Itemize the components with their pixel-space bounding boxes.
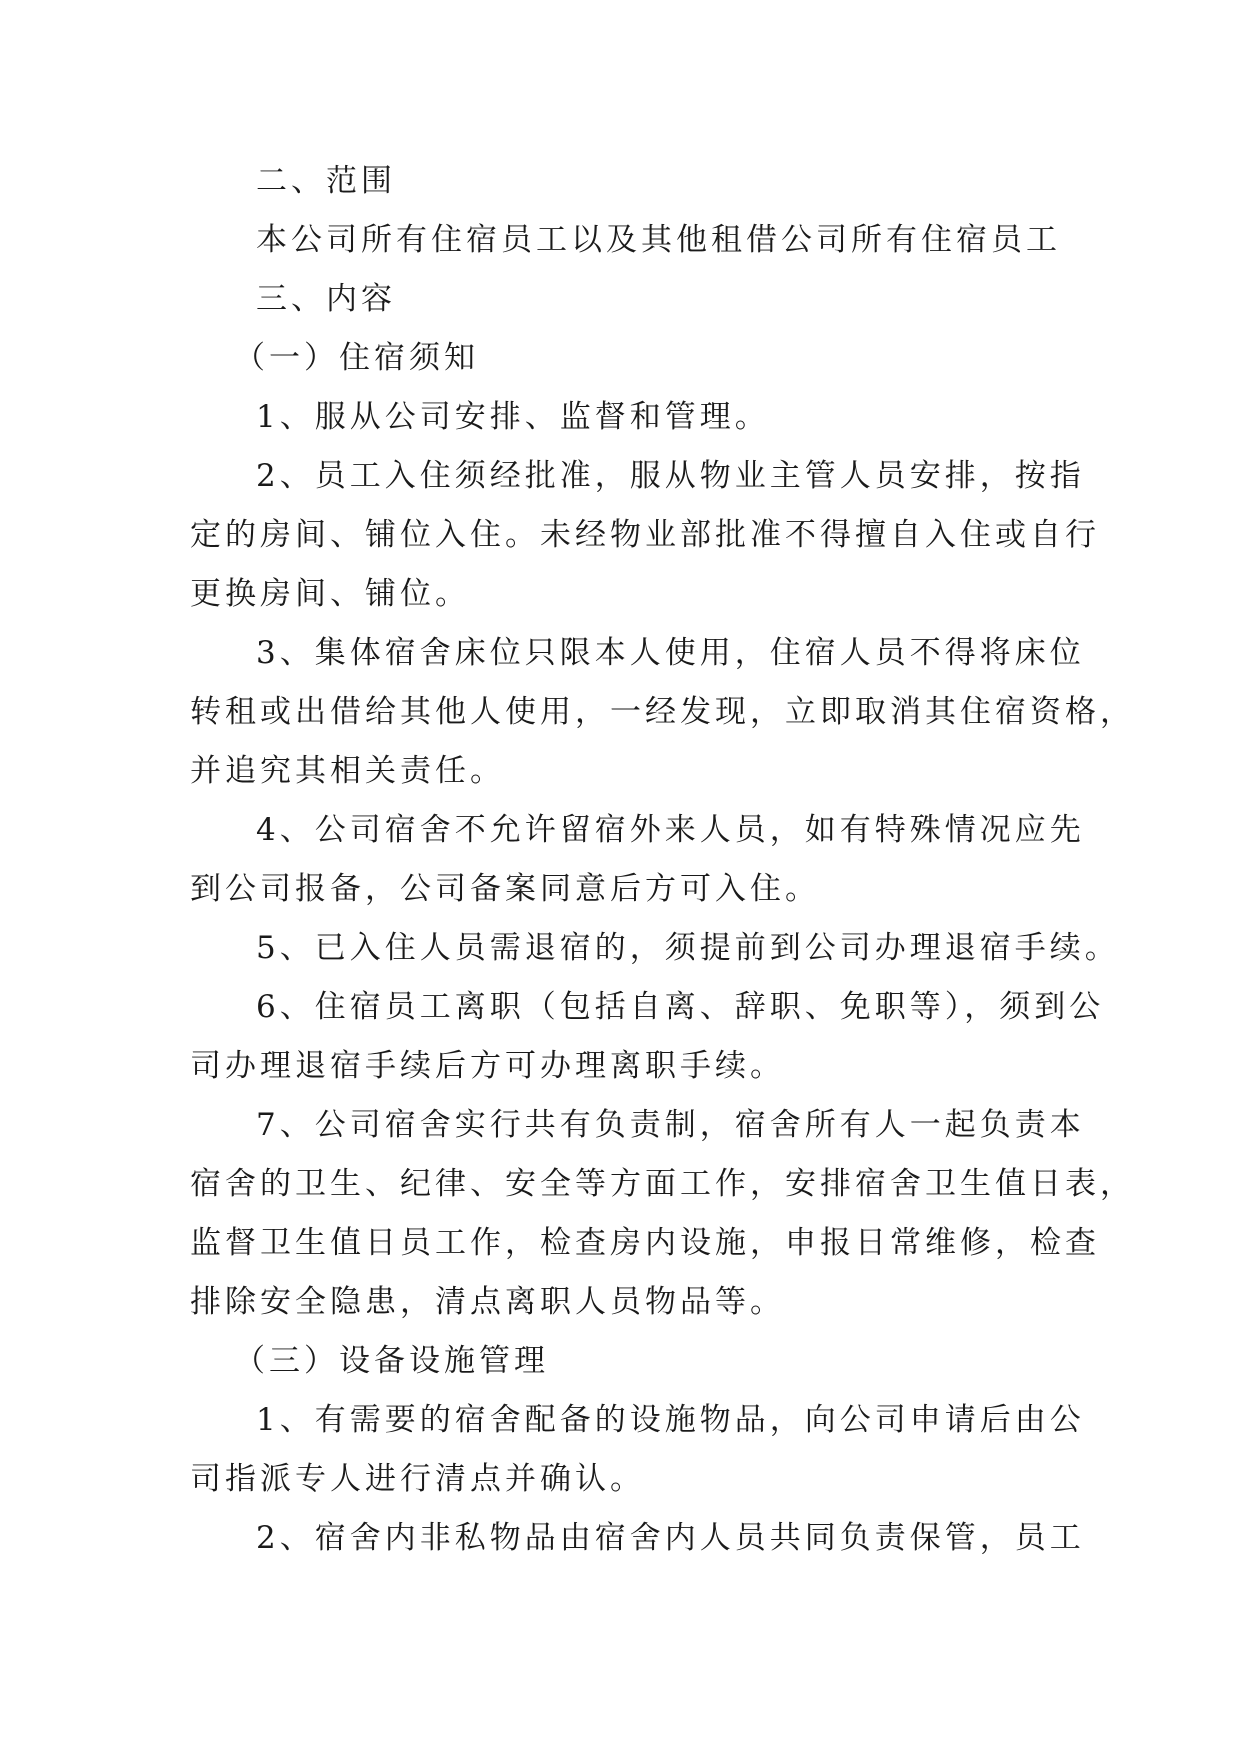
heading-content: 三、内容: [256, 281, 396, 317]
list-item: [190, 447, 1100, 624]
list-item: [190, 1391, 1085, 1509]
paragraph-line: 1、有需要的宿舍配备的设施物品，向公司申请后由公: [256, 1402, 1085, 1438]
paragraph-line: 1、服从公司安排、监督和管理。: [256, 399, 770, 435]
paragraph-line: 监督卫生值日员工作，检查房内设施，申报日常维修，检查: [190, 1225, 1100, 1261]
list-item: [190, 624, 1135, 801]
paragraph-line: 到公司报备，公司备案同意后方可入住。: [190, 871, 820, 907]
list-item: [190, 919, 1120, 978]
list-item: [190, 978, 1105, 1096]
list-item: [190, 1509, 1085, 1568]
paragraph-line: 更换房间、铺位。: [190, 576, 470, 612]
document-page: [190, 152, 1135, 1568]
paragraph-line: 2、宿舍内非私物品由宿舍内人员共同负责保管，员工: [256, 1520, 1085, 1556]
paragraph-line: 3、集体宿舍床位只限本人使用，住宿人员不得将床位: [256, 635, 1085, 671]
paragraph-line: 5、已入住人员需退宿的，须提前到公司办理退宿手续。: [256, 930, 1120, 966]
paragraph-line: 4、公司宿舍不允许留宿外来人员，如有特殊情况应先: [256, 812, 1085, 848]
paragraph-line: 司指派专人进行清点并确认。: [190, 1461, 645, 1497]
paragraph-line: 7、公司宿舍实行共有负责制，宿舍所有人一起负责本: [256, 1107, 1085, 1143]
list-item: [190, 1096, 1135, 1332]
paragraph-line: 6、住宿员工离职（包括自离、辞职、免职等），须到公: [256, 989, 1105, 1025]
list-item: [190, 801, 1085, 919]
heading-scope: 二、范围: [256, 163, 396, 199]
paragraph-line: 并追究其相关责任。: [190, 753, 505, 789]
paragraph-line: 2、员工入住须经批准，服从物业主管人员安排，按指: [256, 458, 1085, 494]
paragraph-line: 定的房间、铺位入住。未经物业部批准不得擅自入住或自行: [190, 517, 1100, 553]
section-title-accommodation: （一）住宿须知: [234, 340, 479, 376]
paragraph-line: 转租或出借给其他人使用，一经发现，立即取消其住宿资格，: [190, 694, 1135, 730]
list-item: [190, 388, 1050, 447]
paragraph-line: 司办理退宿手续后方可办理离职手续。: [190, 1048, 785, 1084]
paragraph-line: 宿舍的卫生、纪律、安全等方面工作，安排宿舍卫生值日表，: [190, 1166, 1135, 1202]
section-title-facilities: （三）设备设施管理: [234, 1343, 549, 1379]
paragraph-line: 排除安全隐患，清点离职人员物品等。: [190, 1284, 785, 1320]
scope-text: 本公司所有住宿员工以及其他租借公司所有住宿员工: [256, 222, 1061, 258]
